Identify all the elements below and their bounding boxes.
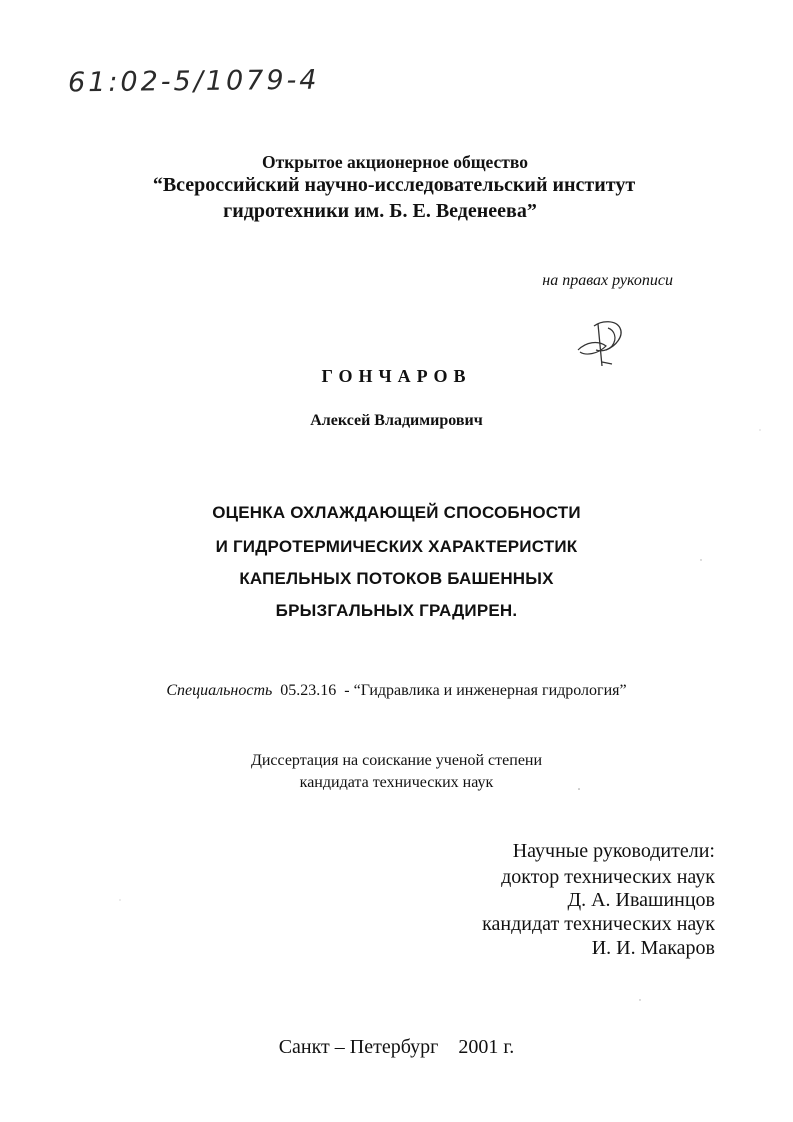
title-line-1: ОЦЕНКА ОХЛАЖДАЮЩЕЙ СПОСОБНОСТИ bbox=[212, 503, 581, 522]
title-line-2: И ГИДРОТЕРМИЧЕСКИХ ХАРАКТЕРИСТИК bbox=[215, 537, 578, 556]
advisors-heading: Научные руководители: bbox=[512, 840, 715, 862]
organization-name-continued: гидротехники им. Б. Е. Веденеева” bbox=[223, 200, 537, 222]
author-surname: ГОНЧАРОВ bbox=[321, 366, 472, 386]
specialty-label: Специальность bbox=[166, 682, 273, 699]
organization-type: Открытое акционерное общество bbox=[262, 152, 528, 172]
specialty-code: 05.23.16 bbox=[280, 682, 337, 699]
specialty-line bbox=[0, 682, 793, 700]
author-given-names: Алексей Владимирович bbox=[310, 412, 483, 429]
manuscript-rights-note: на правах рукописи bbox=[542, 272, 673, 289]
advisor2-degree: кандидат технических наук bbox=[482, 913, 715, 935]
organization-name: “Всероссийский научно-исследовательский институт bbox=[152, 174, 636, 196]
dissertation-degree: кандидата технических наук bbox=[299, 774, 494, 791]
advisor1-name: Д. А. Ивашинцов bbox=[567, 889, 715, 911]
dissertation-statement: Диссертация на соискание ученой степени bbox=[250, 752, 543, 769]
title-line-3: КАПЕЛЬНЫХ ПОТОКОВ БАШЕННЫХ bbox=[239, 569, 554, 588]
specialty-name: - “Гидравлика и инженерная гидрология” bbox=[344, 682, 627, 699]
advisor2-name: И. И. Макаров bbox=[591, 937, 715, 959]
place-and-year bbox=[0, 1036, 793, 1059]
year: 2001 г. bbox=[458, 1036, 515, 1058]
handwritten-archive-code: 61:02-5/1079-4 bbox=[67, 64, 320, 99]
advisor1-degree: доктор технических наук bbox=[501, 866, 715, 888]
city: Санкт – Петербург bbox=[278, 1036, 439, 1058]
title-line-4: БРЫЗГАЛЬНЫХ ГРАДИРЕН. bbox=[275, 601, 518, 620]
